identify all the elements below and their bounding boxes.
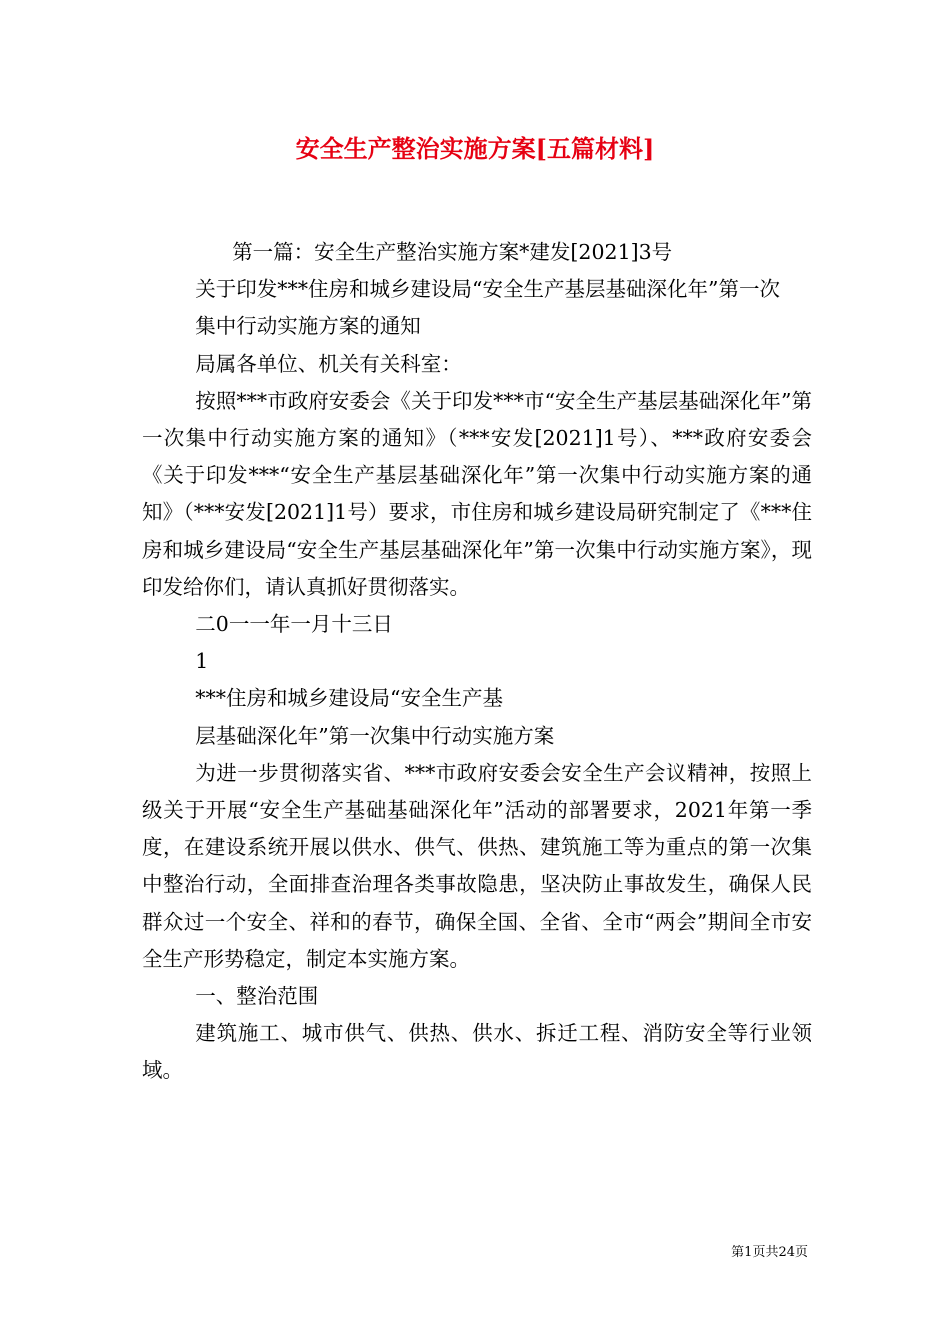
body-paragraph: 为进一步贯彻落实省、***市政府安委会安全生产会议精神，按照上级关于开展“安全生产基础基础深化年”活动的部署要求，2021年第一季度，在建设系统开展以供水、供气、供热、建筑施工等为重点的第一次集中整治行动，全面排查治理各类事故隐患，坚决防止事故发生，确保人民群众过一个安全、祥和的春节，确保全国、全省、全市“两会”期间全市安全生产形势稳定，制定本实施方案。 — [142, 760, 812, 971]
addressee: 局属各单位、机关有关科室： — [195, 351, 462, 376]
document-body — [142, 234, 812, 1090]
date-line: 二0一一年一月十三日 — [195, 612, 393, 637]
attachment-number: 1 — [195, 649, 209, 674]
body-paragraph: 按照***市政府安委会《关于印发***市“安全生产基层基础深化年”第一次集中行动实施方案的通知》（***安发[2021]1号）、***政府安委会《关于印发***“安全生产基层基础深化年”第一次集中行动实施方案的通知》（***安发[2021]1号）要求，市住房和城乡建设局研究制定了《***住房和城乡建设局“安全生产基层基础深化年”第一次集中行动实施方案》，现印发给你们，请认真抓好贯彻落实。 — [142, 388, 812, 599]
chapter-heading: 第一篇：安全生产整治实施方案*建发[2021]3号 — [232, 240, 673, 264]
body-paragraph: 建筑施工、城市供气、供热、供水、拆迁工程、消防安全等行业领域。 — [142, 1021, 812, 1083]
notice-title-line-1: 关于印发***住房和城乡建设局“安全生产基层基础深化年”第一次 — [195, 277, 781, 302]
page-number: 第1页共24页 — [731, 1245, 808, 1260]
document-title: 安全生产整治实施方案[五篇材料] — [295, 134, 655, 163]
notice-title-line-2: 集中行动实施方案的通知 — [195, 314, 421, 339]
section-heading: 一、整治范围 — [195, 984, 319, 1009]
plan-title-line-2: 层基础深化年”第一次集中行动实施方案 — [195, 723, 555, 748]
plan-title-line-1: ***住房和城乡建设局“安全生产基 — [195, 686, 504, 711]
